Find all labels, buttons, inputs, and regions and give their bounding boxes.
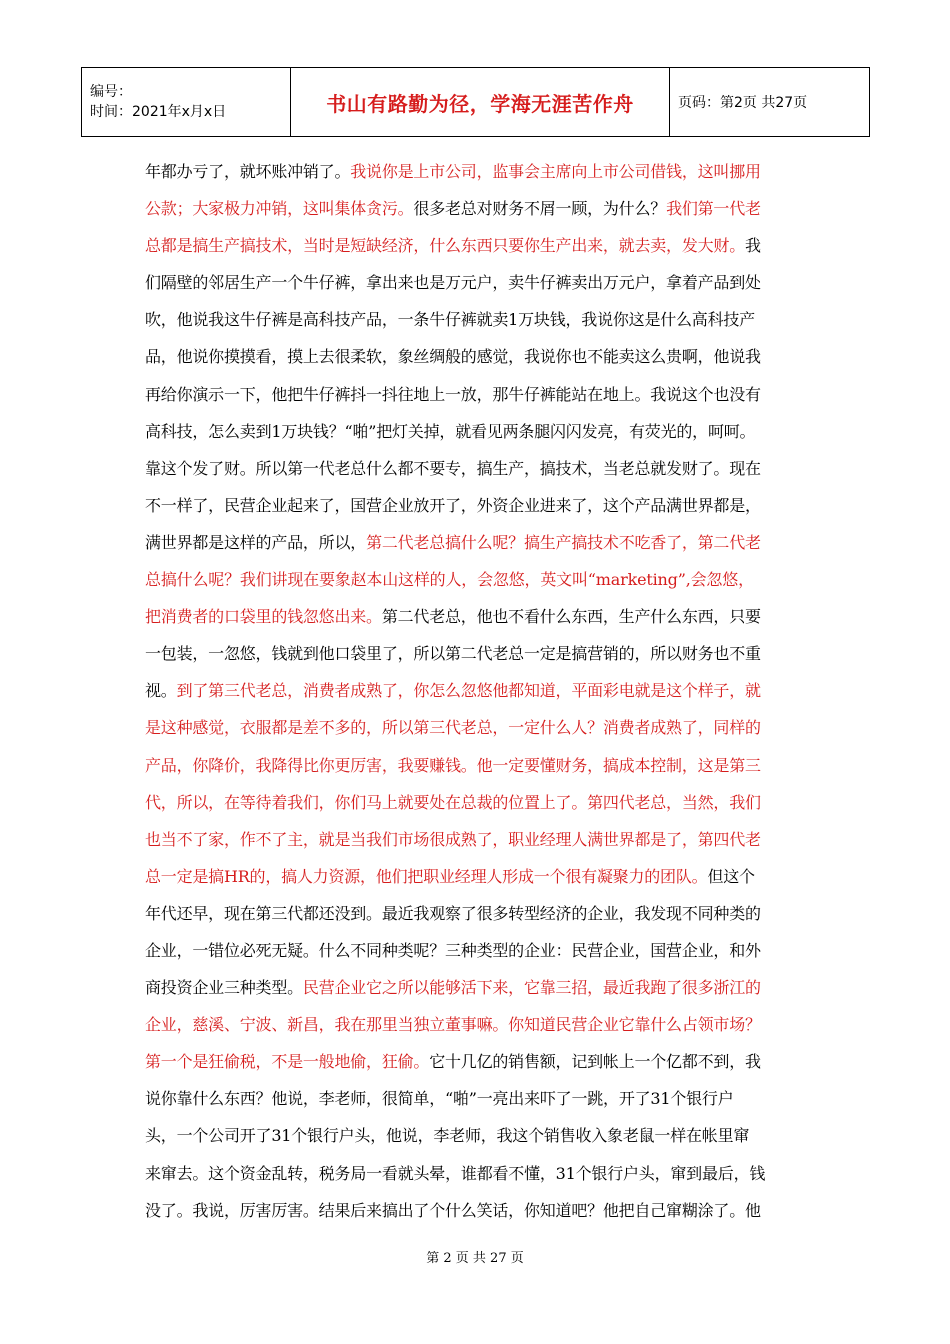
text-line	[145, 524, 805, 561]
text-line	[145, 487, 805, 524]
text-line	[145, 932, 805, 969]
header-page-code: 页码：第2页 共27页	[670, 68, 870, 137]
body-text-segment: 头，一个公司开了31个银行户头，他说，李老师，我这个销售收入象老鼠一样在帐里窜	[145, 1126, 750, 1146]
body-text	[145, 153, 805, 1229]
highlighted-text: 第一个是狂偷税，不是一般地偷，狂偷。	[145, 1052, 430, 1072]
body-text-segment: 没了。我说，厉害厉害。结果后来搞出了个什么笑话，你知道吧？他把自己窜糊涂了。他	[145, 1200, 761, 1220]
body-text-segment: 来窜去。这个资金乱转，税务局一看就头晕，谁都看不懂，31个银行户头，窜到最后，钱	[145, 1163, 766, 1183]
highlighted-text: 总搞什么呢？我们讲现在要象赵本山这样的人，会忽悠，英文叫“marketing”,会忽悠，	[145, 570, 754, 590]
highlighted-text: 也当不了家，作不了主，就是当我们市场很成熟了，职业经理人满世界都是了，第四代老	[145, 829, 761, 849]
text-line	[145, 895, 805, 932]
text-line	[145, 784, 805, 821]
text-line	[145, 1155, 805, 1192]
body-text-segment: 吹，他说我这牛仔裤是高科技产品，一条牛仔裤就卖1万块钱，我说你这是什么高科技产	[145, 310, 755, 330]
text-line	[145, 747, 805, 784]
header-table	[81, 67, 870, 137]
body-text-segment: 不一样了，民营企业起来了，国营企业放开了，外资企业进来了，这个产品满世界都是，	[145, 495, 761, 515]
highlighted-text: 我们第一代老	[666, 199, 761, 219]
text-line	[145, 672, 805, 709]
text-line	[145, 1043, 805, 1080]
body-text-segment: 商投资企业三种类型。	[145, 978, 303, 998]
text-line	[145, 190, 805, 227]
highlighted-text: 代，所以，在等待着我们，你们马上就要处在总裁的位置上了。第四代老总，当然，我们	[145, 792, 761, 812]
highlighted-text: 我说你是上市公司，监事会主席向上市公司借钱，这叫挪用	[350, 162, 761, 181]
highlighted-text: 总一定是搞HR的，搞人力资源，他们把职业经理人形成一个很有凝聚力的团队。	[145, 866, 708, 886]
body-text-segment: 说你靠什么东西？他说，李老师，很简单，“啪”一亮出来吓了一跳，开了31个银行户	[145, 1089, 734, 1109]
text-line	[145, 1192, 805, 1229]
highlighted-text: 第二代老总搞什么呢？搞生产搞技术不吃香了，第二代老	[366, 532, 761, 552]
text-line	[145, 821, 805, 858]
text-line	[145, 561, 805, 598]
text-line	[145, 153, 805, 190]
body-text-segment: 一包装，一忽悠，钱就到他口袋里了，所以第二代老总一定是搞营销的，所以财务也不重	[145, 644, 761, 664]
body-text-segment: 很多老总对财务不屑一顾，为什么？	[413, 199, 667, 219]
body-text-segment: 我	[745, 236, 761, 256]
document-number-label: 编号：	[90, 84, 132, 100]
highlighted-text: 到了第三代老总，消费者成熟了，你怎么忽悠他都知道，平面彩电就是这个样子，就	[176, 681, 761, 701]
text-line	[145, 1080, 805, 1117]
highlighted-text: 产品，你降价，我降得比你更厉害，我要赚钱。他一定要懂财务，搞成本控制，这是第三	[145, 755, 761, 775]
text-line	[145, 227, 805, 264]
text-line	[145, 264, 805, 301]
body-text-segment: 它十几亿的销售额，记到帐上一个亿都不到，我	[429, 1052, 761, 1072]
text-line	[145, 1117, 805, 1154]
body-text-segment: 年代还早，现在第三代都还没到。最近我观察了很多转型经济的企业，我发现不同种类的	[145, 903, 761, 923]
body-text-segment: 第二代老总，他也不看什么东西，生产什么东西，只要	[381, 607, 761, 627]
header-left-cell	[82, 68, 291, 137]
text-line	[145, 1006, 805, 1043]
body-text-segment: 满世界都是这样的产品，所以，	[145, 532, 367, 552]
text-line	[145, 969, 805, 1006]
body-text-segment: 视。	[145, 681, 177, 701]
highlighted-text: 总都是搞生产搞技术，当时是短缺经济，什么东西只要你生产出来，就去卖，发大财。	[145, 236, 746, 256]
page-footer: 第 2 页 共 27 页	[426, 1251, 524, 1266]
highlighted-text: 公款；大家极力冲销，这叫集体贪污。	[145, 199, 414, 219]
text-line	[145, 338, 805, 375]
text-line	[145, 858, 805, 895]
body-text-segment: 企业，一错位必死无疑。什么不同种类呢？三种类型的企业：民营企业，国营企业，和外	[145, 940, 761, 960]
text-line	[145, 598, 805, 635]
text-line	[145, 709, 805, 746]
document-date: 时间：2021年x月x日	[90, 104, 227, 120]
highlighted-text: 把消费者的口袋里的钱忽悠出来。	[145, 607, 382, 627]
header-motto: 书山有路勤为径，学海无涯苦作舟	[291, 68, 670, 137]
body-text-segment: 但这个	[707, 866, 755, 886]
text-line	[145, 376, 805, 413]
highlighted-text: 企业，慈溪、宁波、新昌，我在那里当独立董事嘛。你知道民营企业它靠什么占领市场？	[145, 1015, 761, 1035]
text-line	[145, 450, 805, 487]
body-text-segment: 品，他说你摸摸看，摸上去很柔软，象丝绸般的感觉，我说你也不能卖这么贵啊，他说我	[145, 347, 761, 367]
body-text-segment: 靠这个发了财。所以第一代老总什么都不要专，搞生产，搞技术，当老总就发财了。现在	[145, 458, 761, 478]
highlighted-text: 民营企业它之所以能够活下来，它靠三招，最近我跑了很多浙江的	[302, 978, 761, 998]
body-text-segment: 再给你演示一下，他把牛仔裤抖一抖往地上一放，那牛仔裤能站在地上。我说这个也没有	[145, 384, 761, 404]
text-line	[145, 413, 805, 450]
highlighted-text: 是这种感觉，衣服都是差不多的，所以第三代老总，一定什么人？消费者成熟了，同样的	[145, 718, 761, 738]
body-text-segment: 们隔壁的邻居生产一个牛仔裤，拿出来也是万元户，卖牛仔裤卖出万元户，拿着产品到处	[145, 273, 761, 293]
body-text-segment: 高科技，怎么卖到1万块钱？“啪”把灯关掉，就看见两条腿闪闪发亮，有荧光的，呵呵。	[145, 421, 756, 441]
text-line	[145, 635, 805, 672]
body-text-segment: 年都办亏了，就坏账冲销了。	[145, 162, 351, 181]
text-line	[145, 301, 805, 338]
